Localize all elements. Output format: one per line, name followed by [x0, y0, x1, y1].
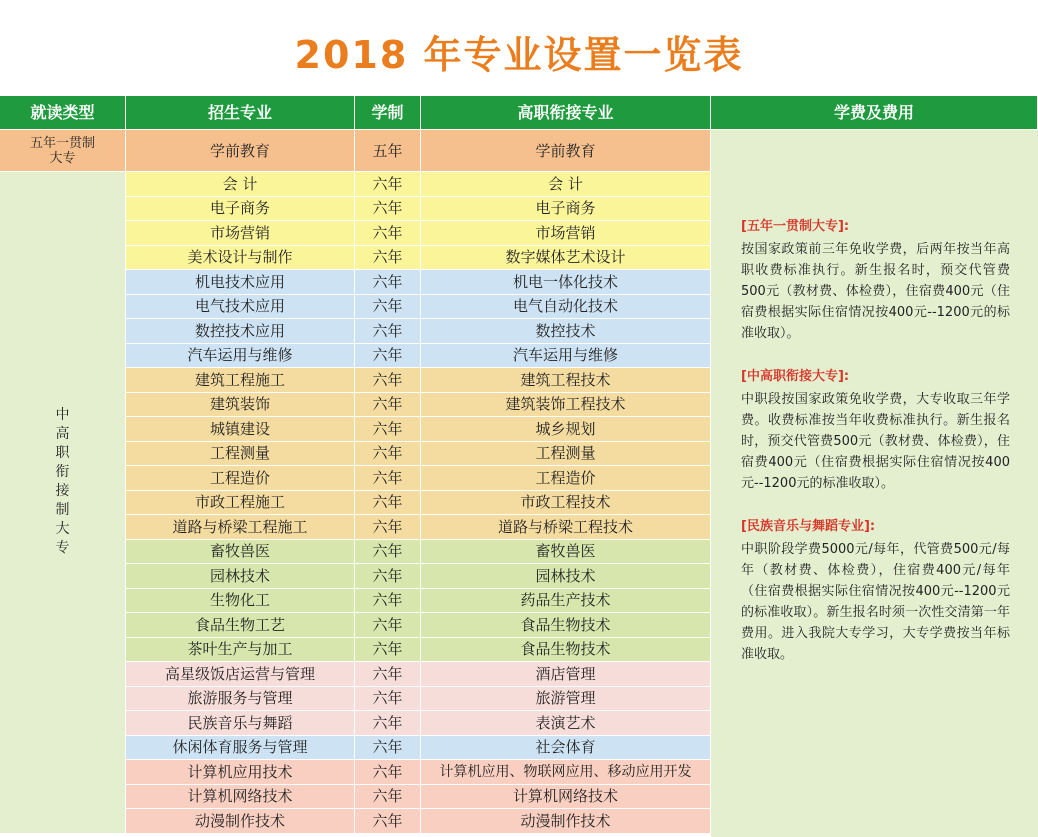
higher-major-cell: 数字媒体艺术设计 — [421, 246, 711, 271]
major-cell: 汽车运用与维修 — [126, 344, 355, 369]
higher-major-cell: 城乡规划 — [421, 417, 711, 442]
higher-major-cell: 计算机应用、物联网应用、移动应用开发 — [421, 760, 711, 785]
major-cell: 市场营销 — [126, 221, 355, 246]
duration-cell: 六年 — [355, 368, 421, 393]
major-cell: 畜牧兽医 — [126, 540, 355, 565]
header-higher-major: 高职衔接专业 — [421, 96, 711, 130]
header-major: 招生专业 — [126, 96, 355, 130]
major-cell: 工程造价 — [126, 466, 355, 491]
higher-major-cell: 建筑装饰工程技术 — [421, 393, 711, 418]
higher-major-cell: 市场营销 — [421, 221, 711, 246]
higher-major-cell: 电子商务 — [421, 197, 711, 222]
higher-major-cell: 电气自动化技术 — [421, 295, 711, 320]
header-fees: 学费及费用 — [711, 96, 1038, 130]
duration-cell: 六年 — [355, 491, 421, 516]
duration-cell: 六年 — [355, 760, 421, 785]
major-cell: 休闲体育服务与管理 — [126, 736, 355, 761]
fee-heading: [五年一贯制大专]: — [741, 219, 850, 234]
duration-cell: 六年 — [355, 270, 421, 295]
major-cell: 电子商务 — [126, 197, 355, 222]
major-cell: 食品生物工艺 — [126, 613, 355, 638]
duration-cell: 六年 — [355, 246, 421, 271]
fee-text: 中职阶段学费5000元/每年，代管费500元/每年（教材费、体检费），住宿费400元/每年（住宿费根据实际住宿情况按400元--1200元的标准收取）。新生报名时须一次性交清第一年费用。进入我院大专学习，大专学费按当年标准收取。 — [741, 542, 1010, 662]
duration-cell: 六年 — [355, 540, 421, 565]
major-cell: 茶叶生产与加工 — [126, 638, 355, 663]
major-cell: 美术设计与制作 — [126, 246, 355, 271]
duration-cell: 六年 — [355, 221, 421, 246]
higher-major-cell: 机电一体化技术 — [421, 270, 711, 295]
duration-cell: 六年 — [355, 613, 421, 638]
major-cell: 计算机网络技术 — [126, 785, 355, 810]
duration-cell: 六年 — [355, 393, 421, 418]
major-cell: 建筑装饰 — [126, 393, 355, 418]
major-cell: 数控技术应用 — [126, 319, 355, 344]
higher-major-cell: 会 计 — [421, 172, 711, 197]
major-cell: 机电技术应用 — [126, 270, 355, 295]
page-title: 2018 年专业设置一览表 — [294, 33, 744, 77]
higher-major-cell: 学前教育 — [421, 130, 711, 172]
higher-major-cell: 社会体育 — [421, 736, 711, 761]
fees-panel — [711, 130, 1038, 837]
duration-cell: 六年 — [355, 589, 421, 614]
major-cell: 建筑工程施工 — [126, 368, 355, 393]
duration-cell: 六年 — [355, 515, 421, 540]
duration-cell: 六年 — [355, 809, 421, 834]
higher-major-cell: 园林技术 — [421, 564, 711, 589]
higher-major-cell: 动漫制作技术 — [421, 809, 711, 834]
major-table — [0, 96, 1038, 837]
duration-cell: 六年 — [355, 711, 421, 736]
major-cell: 动漫制作技术 — [126, 809, 355, 834]
duration-cell: 五年 — [355, 130, 421, 172]
duration-cell: 六年 — [355, 417, 421, 442]
fee-text: 按国家政策前三年免收学费，后两年按当年高职收费标准执行。新生报名时，预交代管费500元（教材费、体检费），住宿费400元（住宿费根据实际住宿情况按400元--1200元的标准收取）。 — [741, 242, 1010, 341]
higher-major-cell: 旅游管理 — [421, 687, 711, 712]
higher-major-cell: 汽车运用与维修 — [421, 344, 711, 369]
type-cell: 五年一贯制 大专 — [0, 130, 126, 172]
major-cell: 高星级饭店运营与管理 — [126, 662, 355, 687]
header-type: 就读类型 — [0, 96, 126, 130]
fee-text: 中职段按国家政策免收学费，大专收取三年学费。收费标准按当年收费标准执行。新生报名时，预交代管费500元（教材费、体检费），住宿费400元（住宿费根据实际住宿情况按400元--1200元的标准收取）。 — [741, 392, 1010, 491]
higher-major-cell: 食品生物技术 — [421, 638, 711, 663]
major-cell: 旅游服务与管理 — [126, 687, 355, 712]
major-cell: 市政工程施工 — [126, 491, 355, 516]
major-cell: 园林技术 — [126, 564, 355, 589]
higher-major-cell: 工程测量 — [421, 442, 711, 467]
higher-major-cell: 药品生产技术 — [421, 589, 711, 614]
duration-cell: 六年 — [355, 197, 421, 222]
duration-cell: 六年 — [355, 687, 421, 712]
higher-major-cell: 酒店管理 — [421, 662, 711, 687]
duration-cell: 六年 — [355, 466, 421, 491]
duration-cell: 六年 — [355, 172, 421, 197]
duration-cell: 六年 — [355, 662, 421, 687]
higher-major-cell: 食品生物技术 — [421, 613, 711, 638]
major-cell: 会 计 — [126, 172, 355, 197]
major-cell: 计算机应用技术 — [126, 760, 355, 785]
major-cell: 生物化工 — [126, 589, 355, 614]
duration-cell: 六年 — [355, 564, 421, 589]
duration-cell: 六年 — [355, 319, 421, 344]
major-cell: 学前教育 — [126, 130, 355, 172]
higher-major-cell: 工程造价 — [421, 466, 711, 491]
higher-major-cell: 数控技术 — [421, 319, 711, 344]
fee-heading: [中高职衔接大专]: — [741, 369, 850, 384]
duration-cell: 六年 — [355, 736, 421, 761]
higher-major-cell: 市政工程技术 — [421, 491, 711, 516]
fee-heading: [民族音乐与舞蹈专业]: — [741, 519, 876, 534]
duration-cell: 六年 — [355, 785, 421, 810]
higher-major-cell: 建筑工程技术 — [421, 368, 711, 393]
type-cell: 中 高 职 衔 接 制 大 专 — [0, 172, 126, 834]
major-cell: 电气技术应用 — [126, 295, 355, 320]
major-cell: 城镇建设 — [126, 417, 355, 442]
duration-cell: 六年 — [355, 344, 421, 369]
higher-major-cell: 畜牧兽医 — [421, 540, 711, 565]
major-cell: 道路与桥梁工程施工 — [126, 515, 355, 540]
header-duration: 学制 — [355, 96, 421, 130]
duration-cell: 六年 — [355, 638, 421, 663]
higher-major-cell: 表演艺术 — [421, 711, 711, 736]
major-cell: 工程测量 — [126, 442, 355, 467]
higher-major-cell: 计算机网络技术 — [421, 785, 711, 810]
duration-cell: 六年 — [355, 295, 421, 320]
major-cell: 民族音乐与舞蹈 — [126, 711, 355, 736]
higher-major-cell: 道路与桥梁工程技术 — [421, 515, 711, 540]
duration-cell: 六年 — [355, 442, 421, 467]
